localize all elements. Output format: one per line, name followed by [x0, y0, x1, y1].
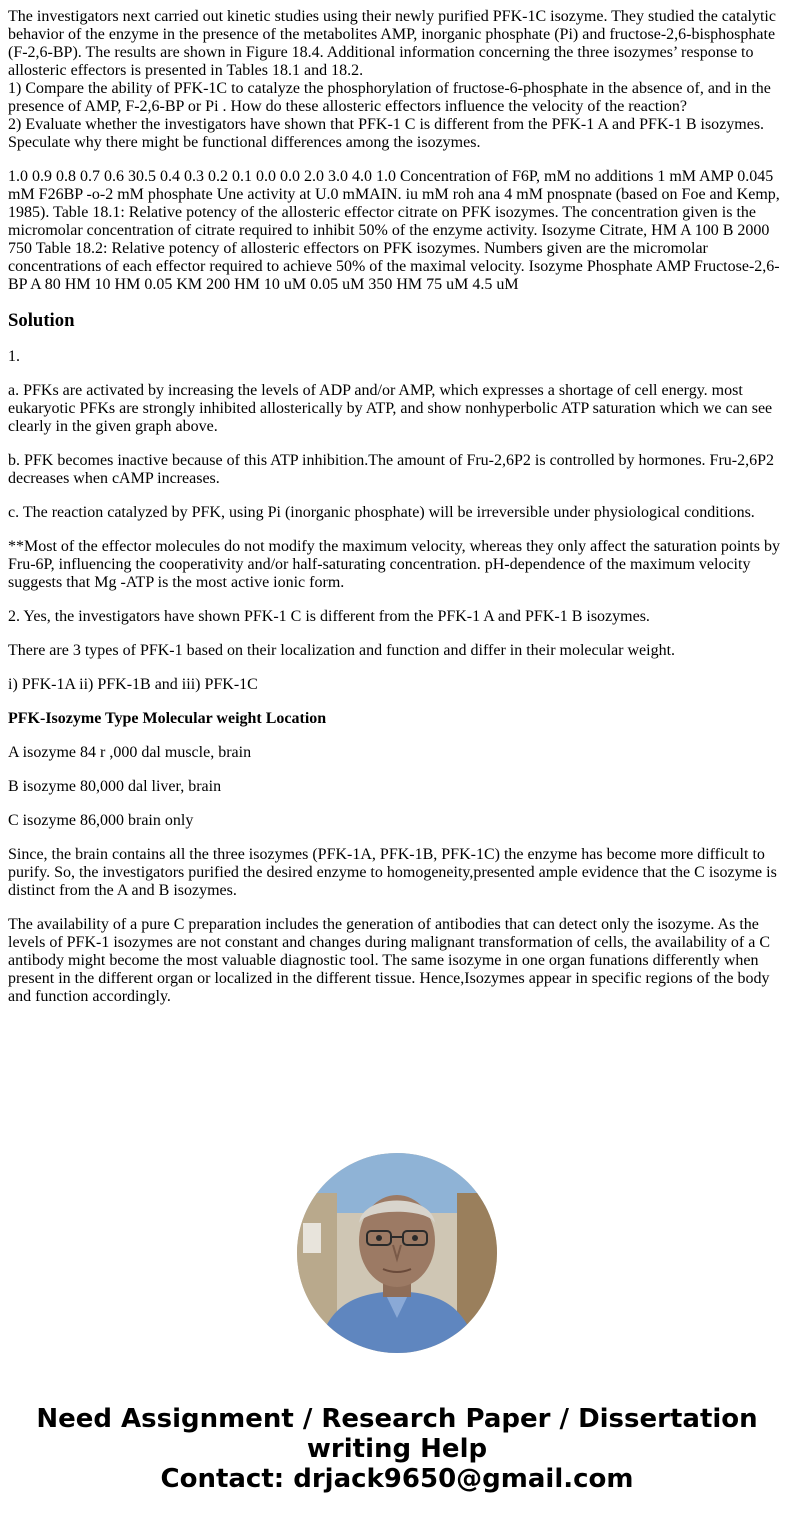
isozyme-table-header-text: PFK-Isozyme Type Molecular weight Location [8, 710, 327, 727]
isozyme-row-a: A isozyme 84 r ,000 dal muscle, brain [8, 744, 252, 761]
question-block [8, 8, 786, 152]
question-2: 2) Evaluate whether the investigators have shown that PFK-1 C is different from the PFK-1 A and PFK-1 B isozymes. Speculate why there might be functional differences among the isozymes. [8, 116, 765, 151]
footer-contact-email[interactable]: Contact: drjack9650@gmail.com [160, 1464, 634, 1494]
solution-availability: The availability of a pure C preparation includes the generation of antibodies that can detect only the isozyme. As the levels of PFK-1 isozymes are not constant and changes during malignant transformation of cells, the availability of a C antibody might become the most valuable diagnostic tool. The same isozyme in one organ funations differently when present in the different organ or localized in the different tissue. Hence,Isozymes appear in specific regions of the body and function accordingly. [8, 916, 771, 1005]
isozyme-row-c: C isozyme 86,000 brain only [8, 812, 194, 829]
solution-since: Since, the brain contains all the three isozymes (PFK-1A, PFK-1B, PFK-1C) the enzyme has become more difficult to purify. So, the investigators purified the desired enzyme to homogeneity,presented ample evidence that the C isozyme is distinct from the A and B isozymes. [8, 846, 777, 899]
question-intro: The investigators next carried out kinetic studies using their newly purified PFK-1C isozyme. They studied the catalytic behavior of the enzyme in the presence of the metabolites AMP, inorganic phosphate (Pi) and fructose-2,6-bisphosphate (F-2,6-BP). The results are shown in Figure 18.4. Additional information concerning the three isozymes’ response to allosteric effectors is presented in Tables 18.1 and 18.2. [8, 8, 776, 79]
author-avatar [297, 1153, 497, 1353]
solution-point-b: b. PFK becomes inactive because of this ATP inhibition.The amount of Fru-2,6P2 is controlled by hormones. Fru-2,6P2 decreases when cAMP increases. [8, 452, 774, 487]
footer-help-text: Need Assignment / Research Paper / Dissertation writing Help [36, 1404, 758, 1464]
solution-heading: Solution [8, 310, 75, 331]
solution-isozyme-list: i) PFK-1A ii) PFK-1B and iii) PFK-1C [8, 676, 258, 693]
isozyme-row-b: B isozyme 80,000 dal liver, brain [8, 778, 222, 795]
question-1: 1) Compare the ability of PFK-1C to catalyze the phosphorylation of fructose-6-phosphate in the absence of, and in the presence of AMP, F-2,6-BP or Pi . How do these allosteric effectors influence the velocity of the reaction? [8, 80, 771, 115]
solution-point-c: c. The reaction catalyzed by PFK, using Pi (inorganic phosphate) will be irreversible under physiological conditions. [8, 504, 755, 521]
isozyme-table-header [8, 710, 786, 728]
footer-contact [0, 1404, 794, 1494]
solution-types: There are 3 types of PFK-1 based on their localization and function and differ in their molecular weight. [8, 642, 676, 659]
solution-part-1: 1. [8, 348, 20, 365]
figure-table-text: 1.0 0.9 0.8 0.7 0.6 30.5 0.4 0.3 0.2 0.1 0.0 0.0 2.0 3.0 4.0 1.0 Concentration of F6P, mM no additions 1 mM AMP 0.045 mM F26BP -o-2 mM phosphate Une activity at U.0 mMAIN. iu mM roh ana 4 mM pnospnate (based on Foe and Kemp, 1985). Table 18.1: Relative potency of the allosteric effector citrate on PFK isozymes. The concentration given is the micromolar concentration of citrate required to inhibit 50% of the enzyme activity. Isozyme Citrate, HM A 100 B 2000 750 Table 18.2: Relative potency of allosteric effectors on PFK isozymes. Numbers given are the micromolar concentrations of each effector required to achieve 50% of the maximal velocity. Isozyme Phosphate AMP Fructose-2,6-BP A 80 HM 10 HM 0.05 KM 200 HM 10 uM 0.05 uM 350 HM 75 uM 4.5 uM [8, 168, 780, 293]
solution-point-a: a. PFKs are activated by increasing the levels of ADP and/or AMP, which expresses a shortage of cell energy. most eukaryotic PFKs are strongly inhibited allosterically by ATP, and show nonhyperbolic ATP saturation which we can see clearly in the given graph above. [8, 382, 773, 435]
author-portrait-image [297, 1153, 497, 1353]
solution-part-2: 2. Yes, the investigators have shown PFK-1 C is different from the PFK-1 A and PFK-1 B isozymes. [8, 608, 650, 625]
solution-note: **Most of the effector molecules do not modify the maximum velocity, whereas they only affect the saturation points by Fru-6P, influencing the cooperativity and/or half-saturating concentration. pH-dependence of the maximum velocity suggests that Mg -ATP is the most active ionic form. [8, 538, 780, 591]
